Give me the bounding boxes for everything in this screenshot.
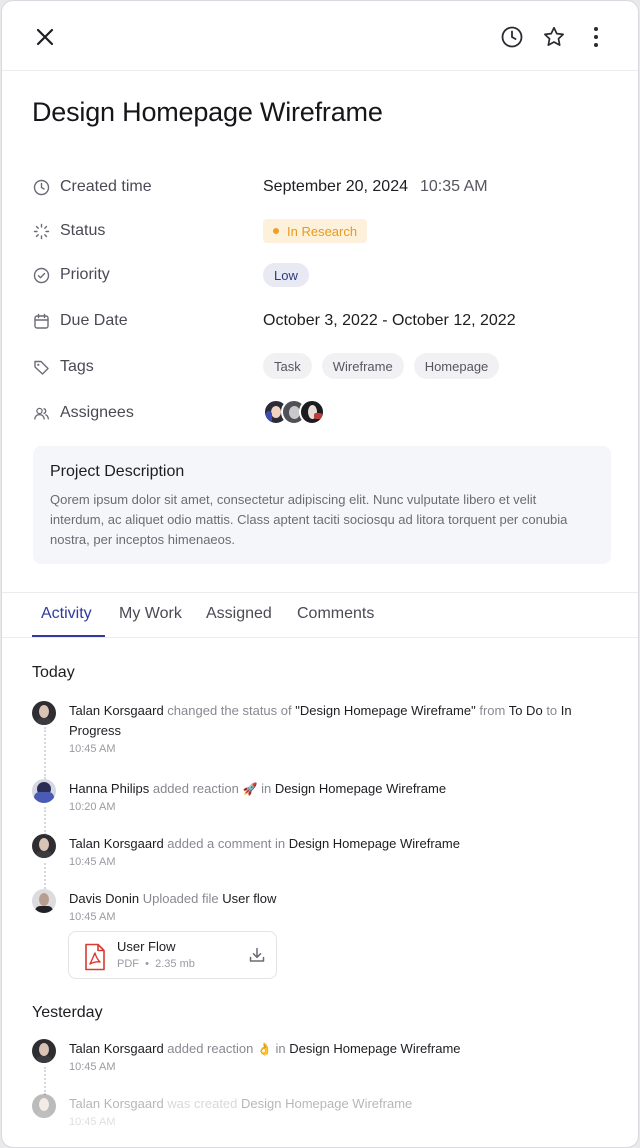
close-button[interactable] (29, 21, 61, 53)
top-bar (2, 1, 638, 71)
calendar-icon (32, 312, 50, 330)
activity-timestamp: 10:45 AM (69, 743, 116, 755)
activity-user[interactable]: Talan Korsgaard (69, 1041, 164, 1056)
file-attachment-card[interactable] (68, 931, 277, 979)
history-icon (500, 25, 524, 49)
project-description (33, 446, 611, 564)
activity-target[interactable]: Design Homepage Wireframe (241, 1096, 413, 1111)
activity-text: Davis Donin Uploaded file User flow (69, 891, 277, 906)
download-icon (248, 946, 266, 964)
activity-text: Talan Korsgaard added reaction 👌 in Design Homepage Wireframe (69, 1041, 461, 1056)
prop-status (32, 219, 106, 243)
created-time-value (263, 175, 488, 199)
prop-priority (32, 263, 110, 287)
check-circle-icon (32, 266, 50, 284)
activity-target[interactable]: "Design Homepage Wireframe" (295, 703, 476, 718)
activity-user[interactable]: Talan Korsgaard (69, 1096, 164, 1111)
ok-hand-emoji: 👌 (256, 1042, 272, 1056)
due-date-value[interactable]: October 3, 2022 - October 12, 2022 (263, 312, 516, 329)
activity-timestamp: 10:45 AM (69, 856, 116, 868)
tab-assigned[interactable]: Assigned (206, 605, 272, 622)
activity-timestamp: 10:45 AM (69, 1116, 116, 1128)
assignees-label: Assignees (60, 404, 134, 421)
tags-list (263, 354, 509, 378)
status-value[interactable] (263, 219, 367, 243)
activity-user[interactable]: Hanna Philips (69, 781, 150, 796)
priority-label: Priority (60, 266, 110, 283)
tab-activity[interactable]: Activity (41, 605, 92, 622)
description-title: Project Description (50, 463, 185, 480)
active-tab-indicator (32, 635, 105, 637)
rocket-emoji: 🚀 (242, 782, 258, 796)
tab-my-work[interactable]: My Work (119, 605, 182, 622)
tags-label: Tags (60, 358, 94, 375)
activity-text: Talan Korsgaard changed the status of "Design Homepage Wireframe" from To Do to In Progress (69, 703, 572, 738)
activity-target[interactable]: Design Homepage Wireframe (274, 781, 447, 796)
loader-icon (32, 222, 50, 240)
timeline-connector (44, 807, 46, 835)
created-time: 10:35 AM (420, 178, 488, 195)
timeline-connector (44, 863, 46, 889)
activity-target[interactable]: Design Homepage Wireframe (289, 1041, 461, 1056)
file-name: User Flow (117, 939, 176, 954)
prop-assignees (32, 401, 134, 425)
avatar[interactable] (32, 779, 56, 803)
due-date-label: Due Date (60, 312, 128, 329)
users-icon (32, 404, 50, 422)
avatar[interactable] (32, 1039, 56, 1063)
section-yesterday: Yesterday (32, 1004, 103, 1021)
created-date: September 20, 2024 (263, 178, 408, 195)
tag-icon (32, 358, 50, 376)
prop-tags (32, 355, 94, 379)
tab-comments[interactable]: Comments (297, 605, 375, 622)
clock-icon (32, 178, 50, 196)
tag-task[interactable]: Task (263, 353, 312, 379)
star-icon (542, 25, 566, 49)
history-button[interactable] (496, 21, 528, 53)
timeline-connector (44, 1067, 46, 1095)
favorite-button[interactable] (538, 21, 570, 53)
avatar[interactable] (32, 701, 56, 725)
tag-homepage[interactable]: Homepage (414, 353, 500, 379)
task-detail-panel (1, 0, 639, 1148)
more-options-button[interactable] (580, 21, 612, 53)
activity-text: Talan Korsgaard added a comment in Design Homepage Wireframe (69, 836, 460, 851)
timeline-connector (44, 727, 46, 779)
status-badge[interactable] (263, 219, 367, 243)
prop-created-time (32, 175, 152, 199)
activity-text: Talan Korsgaard was created Design Homepage Wireframe (69, 1096, 413, 1111)
file-meta: PDF • 2.35 mb (117, 958, 195, 970)
avatar[interactable] (299, 399, 325, 425)
activity-user[interactable]: Davis Donin (69, 891, 140, 906)
status-dot (273, 228, 279, 234)
section-today: Today (32, 664, 75, 681)
activity-user[interactable]: Talan Korsgaard (69, 703, 164, 718)
activity-text: Hanna Philips added reaction 🚀 in Design Homepage Wireframe (69, 781, 447, 796)
download-button[interactable] (248, 946, 266, 969)
created-time-label: Created time (60, 178, 152, 195)
avatar[interactable] (32, 889, 56, 913)
avatar[interactable] (32, 1094, 56, 1118)
activity-user[interactable]: Talan Korsgaard (69, 836, 164, 851)
description-body: Qorem ipsum dolor sit amet, consectetur adipiscing elit. Nunc vulputate libero et velit interdum, ac aliquet odio mattis. Class aptent taciti sociosqu ad litora torquent per conubia nostra, per inceptos himenaeos. (50, 492, 568, 547)
tab-bar (2, 592, 638, 638)
priority-value[interactable] (263, 263, 309, 287)
priority-badge[interactable]: Low (263, 263, 309, 287)
status-label: Status (60, 222, 106, 239)
activity-item (32, 889, 612, 989)
activity-target[interactable]: Design Homepage Wireframe (288, 836, 460, 851)
tag-wireframe[interactable]: Wireframe (322, 353, 404, 379)
assignees-avatars[interactable] (263, 400, 317, 424)
status-text: In Research (287, 223, 358, 239)
pdf-file-icon (83, 943, 107, 976)
avatar[interactable] (32, 834, 56, 858)
page-title: Design Homepage Wireframe (32, 97, 383, 127)
activity-timestamp: 10:45 AM (69, 911, 116, 923)
more-vertical-icon (592, 26, 600, 48)
activity-timestamp: 10:20 AM (69, 801, 116, 813)
activity-target[interactable]: User flow (222, 891, 277, 906)
close-icon (34, 26, 56, 48)
activity-timestamp: 10:45 AM (69, 1061, 116, 1073)
prop-due-date (32, 309, 128, 333)
